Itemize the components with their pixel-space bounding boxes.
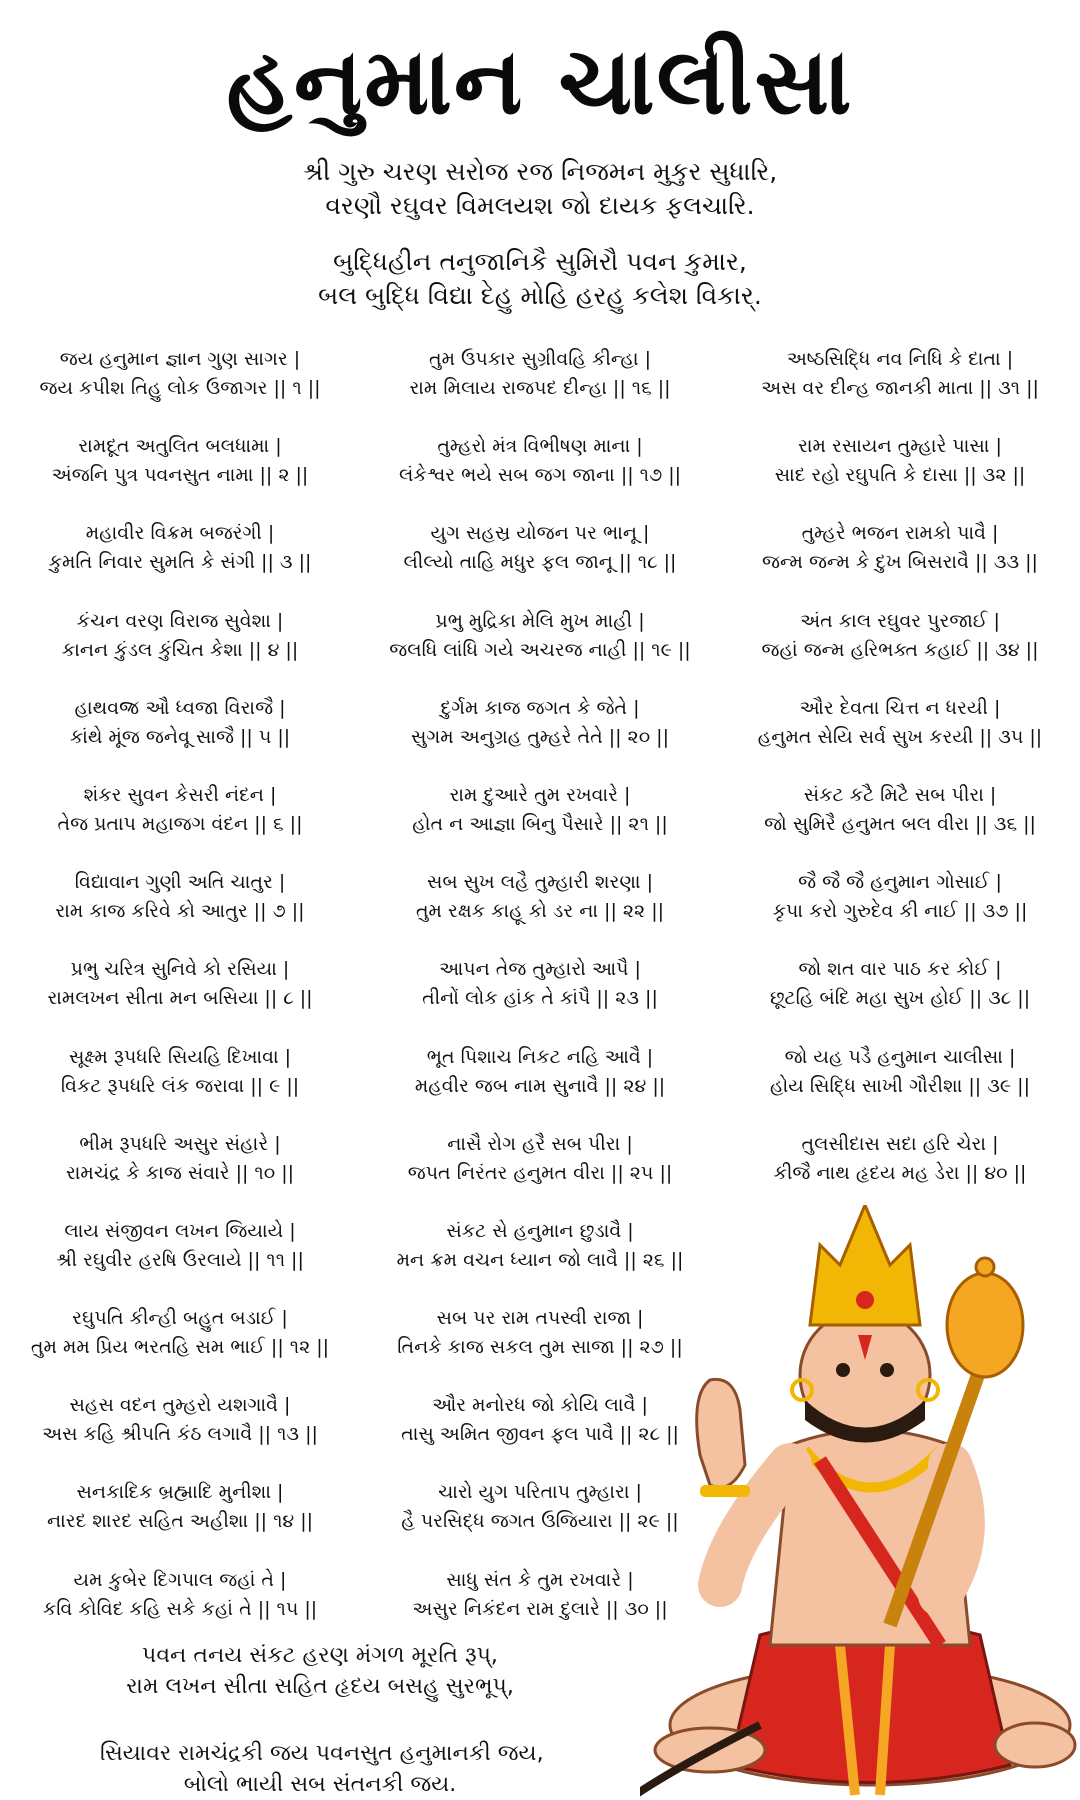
verse-line-1: શંકર સુવન કેસરી નંદન |: [83, 783, 277, 806]
verse-line-2: રામલખન સીતા મન બસિયા || ૮ ||: [47, 987, 313, 1010]
page-title: હનુમાન ચાલીસા: [226, 28, 854, 135]
verse-line-2: વિકટ રૂપધરિ લંક જરાવા || ૯ ||: [60, 1074, 300, 1097]
chaupai-verse: [0, 868, 360, 955]
verse-line-2: લંકેશ્વર ભયે સબ જગ જાના || ૧૭ ||: [398, 464, 682, 487]
jaikara: [100, 1738, 544, 1800]
chaupai-verse: [720, 432, 1080, 519]
chaupai-verse: [360, 345, 720, 432]
verse-line-1: જૈ જૈ જૈ હનુમાન ગોસાઈ |: [798, 871, 1002, 894]
chaupai-verse: [0, 1043, 360, 1130]
chaupai-verse: [0, 955, 360, 1042]
jaikara-line-1: સિયાવર રામચંદ્રકી જય પવનસુત હનુમાનકી જય,: [100, 1741, 544, 1766]
verse-line-2: અસ વર દીન્હ જાનકી માતા || ૩૧ ||: [761, 377, 1039, 399]
verse-line-2: રામ મિલાય રાજપદ દીન્હા || ૧૬ ||: [409, 377, 671, 399]
mace-head: [947, 1273, 1023, 1377]
chaupai-verse: [0, 519, 360, 606]
chaupai-verse: [0, 694, 360, 781]
verse-line-1: અષ્ઠસિદ્ધિ નવ નિધિ કે દાતા |: [786, 348, 1014, 370]
right-eye: [880, 1363, 894, 1377]
left-eye: [836, 1363, 850, 1377]
verse-line-1: પ્રભુ મુદ્રિકા મેલિ મુખ માહી |: [435, 609, 645, 632]
verse-line-2: કીજૈ નાથ હૃદય મહ ડેરા || ૪૦ ||: [773, 1161, 1027, 1184]
chaupai-verse: [360, 868, 720, 955]
verse-line-1: સબ સુખ લહૈ તુમ્હારી શરણા |: [426, 871, 653, 894]
chaupai-verse: [360, 955, 720, 1042]
verse-line-1: યુગ સહસ્ર યોજન પર ભાનૂ |: [430, 522, 650, 545]
verse-line-2: હનુમત સેયિ સર્વ સુખ કરયી || ૩૫ ||: [757, 725, 1043, 748]
verse-line-2: કવિ કોવિદ કહિ સકે કહાં તે || ૧૫ ||: [42, 1597, 318, 1620]
intro-doha-1: [0, 155, 1080, 223]
chaupai-verse: [720, 868, 1080, 955]
verse-line-2: હોત ન આજ્ઞા બિનુ પૈસારે || ૨૧ ||: [412, 812, 668, 835]
verse-line-2: અસુર નિકંદન રામ દુલારે || ૩૦ ||: [412, 1597, 668, 1620]
verse-line-2: છૂટહિ બંદિ મહા સુખ હોઈ || ૩૮ ||: [769, 987, 1031, 1010]
chaupai-verse: [720, 1130, 1080, 1217]
verse-line-1: જય હનુમાન જ્ઞાન ગુણ સાગર |: [59, 348, 301, 370]
verse-line-1: રઘુપતિ કીન્હી બહુત બડાઈ |: [72, 1307, 288, 1330]
chaupai-verse: [0, 432, 360, 519]
closing-doha: [100, 1640, 540, 1702]
chaupai-verse: [360, 607, 720, 694]
verse-line-2: મન ક્રમ વચન ધ્યાન જો લાવૈ || ૨૬ ||: [396, 1248, 684, 1271]
intro-doha-1-line-1: શ્રી ગુરુ ચરણ સરોજ રજ નિજમન મુકુર સુધારિ,: [302, 157, 778, 186]
chaupai-verse: [720, 607, 1080, 694]
chaupai-verse: [0, 781, 360, 868]
intro-doha-1-line-2: વરણૌ રઘુવર વિમલયશ જો દાયક ફલચારિ.: [325, 191, 755, 220]
verse-line-1: ભૂત પિશાચ નિકટ નહિ આવૈ |: [426, 1045, 654, 1068]
verse-line-1: રામ દુઆરે તુમ રખવારે |: [449, 783, 631, 806]
verse-line-2: કૃપા કરો ગુરુદેવ કી નાઈ || ૩૭ ||: [772, 900, 1028, 923]
verse-line-1: દુર્ગમ કાજ જગત કે જેતે |: [440, 696, 640, 719]
verse-line-1: તુમ ઉપકાર સુગ્રીવહિ કીન્હા |: [428, 348, 652, 370]
verse-line-2: કાનન કુંડલ કુંચિત કેશા || ૪ ||: [61, 638, 299, 661]
verse-line-1: સંકટ સે હનુમાન છુડાવૈ |: [446, 1219, 634, 1242]
verse-line-2: અસ કહિ શ્રીપતિ કંઠ લગાવૈ || ૧૩ ||: [42, 1423, 318, 1446]
verse-line-2: હોય સિદ્ધિ સાખી ગૌરીશા || ૩૯ ||: [770, 1074, 1030, 1097]
verse-line-1: તુમ્હરો મંત્ર વિભીષણ માના |: [437, 435, 643, 458]
verse-line-1: લાય સંજીવન લખન જિયાયે |: [64, 1219, 296, 1242]
verse-line-1: પ્રભુ ચરિત્ર સુનિવે કો રસિયા |: [70, 958, 290, 981]
chaupai-verse: [360, 1130, 720, 1217]
chaupai-verse: [0, 1478, 360, 1565]
intro-doha-2-line-2: બલ બુદ્ધિ વિદ્યા દેહુ મોહિ હરહુ કલેશ વિકાર્.: [318, 281, 762, 310]
verse-line-1: આપન તેજ તુમ્હારો આપૈ |: [439, 958, 641, 981]
verse-line-2: જય કપીશ તિહુ લોક ઉજાગર || ૧ ||: [39, 377, 321, 399]
wrist-band: [700, 1485, 750, 1497]
verse-line-2: જપત નિરંતર હનુમત વીરા || ૨૫ ||: [407, 1161, 673, 1184]
verse-line-2: કાંથે મૂંજ જનેવૂ સાજૈ || ૫ ||: [69, 725, 291, 748]
verse-line-2: તેજ પ્રતાપ મહાજગ વંદન || ૬ ||: [57, 812, 303, 835]
verse-line-2: નારદ શારદ સહિત અહીશા || ૧૪ ||: [46, 1510, 314, 1533]
verse-line-1: સહસ વદન તુમ્હરો યશગાવૈ |: [69, 1394, 291, 1417]
verse-line-2: રામચંદ્ર કે કાજ સંવારે || ૧૦ ||: [65, 1161, 295, 1184]
verse-line-1: સાધુ સંત કે તુમ રખવારે |: [446, 1568, 634, 1591]
verse-line-1: સંકટ કટૈ મિટૈ સબ પીરા |: [803, 783, 997, 806]
closing-doha-line-2: રામ લખન સીતા સહિત હૃદય બસહુ સુરભૂપ્,: [126, 1674, 514, 1699]
intro-doha-2: [0, 245, 1080, 313]
intro-doha-2-line-1: બુદ્ધિહીન તનુજાનિકૈ સુમિરૌ પવન કુમાર,: [333, 247, 747, 276]
chaupai-verse: [360, 694, 720, 781]
verse-line-2: રામ કાજ કરિવે કો આતુર || ૭ ||: [55, 900, 305, 923]
hanuman-illustration: [640, 1205, 1080, 1800]
verse-line-2: શ્રી રઘુવીર હરષિ ઉરલાયે || ૧૧ ||: [56, 1248, 304, 1271]
verse-line-1: અંત કાલ રઘુવર પુરજાઈ |: [800, 609, 1000, 632]
verse-line-2: તુમ રક્ષક કાહૂ કો ડર ના || ૨૨ ||: [415, 900, 665, 923]
verse-column-left: [0, 345, 360, 1653]
right-foot: [995, 1723, 1075, 1767]
chaupai-verse: [0, 1391, 360, 1478]
verse-line-1: તુલસીદાસ સદા હરિ ચેરા |: [801, 1132, 999, 1155]
verse-line-1: સનકાદિક બ્રહ્માદિ મુનીશા |: [76, 1481, 284, 1504]
verse-line-1: રામ રસાયન તુમ્હારે પાસા |: [798, 435, 1002, 458]
chaupai-verse: [0, 1130, 360, 1217]
verse-line-1: ચારો યુગ પરિતાપ તુમ્હારા |: [438, 1481, 642, 1504]
chaupai-verse: [360, 1043, 720, 1130]
verse-line-2: જો સુમિરૈ હનુમત બલ વીરા || ૩૬ ||: [764, 812, 1036, 835]
verse-line-1: કંચન વરણ વિરાજ સુવેશા |: [76, 609, 284, 632]
chaupai-verse: [0, 1304, 360, 1391]
chaupai-verse: [720, 345, 1080, 432]
verse-line-1: યમ કુબેર દિગપાલ જહાં તે |: [73, 1568, 287, 1591]
verse-line-2: અંજનિ પુત્ર પવનસુત નામા || ૨ ||: [51, 464, 309, 487]
verse-line-2: તિનકે કાજ સકલ તુમ સાજા || ૨૭ ||: [397, 1336, 683, 1359]
chaupai-verse: [720, 1043, 1080, 1130]
chaupai-verse: [0, 607, 360, 694]
verse-line-2: સુગમ અનુગ્રહ તુમ્હરે તેતે || ૨૦ ||: [411, 725, 669, 748]
chaupai-verse: [360, 781, 720, 868]
chaupai-verse: [720, 781, 1080, 868]
verse-line-2: જલધિ લાંધિ ગયે અચરજ નાહી || ૧૯ ||: [389, 638, 691, 661]
chaupai-verse: [360, 519, 720, 606]
verse-line-1: વિદ્યાવાન ગુણી અતિ ચાતુર |: [74, 871, 286, 894]
verse-line-2: તુમ મમ પ્રિય ભરતહિ સમ ભાઈ || ૧૨ ||: [30, 1336, 330, 1359]
verse-line-1: હાથવજ્ર ઔ ધ્વજા વિરાજૈ |: [74, 696, 286, 719]
verse-line-1: જો યહ પડૈ હનુમાન ચાલીસા |: [784, 1045, 1016, 1068]
verse-line-2: સાદ રહો રઘુપતિ કે દાસા || ૩૨ ||: [774, 464, 1026, 487]
verse-line-1: ઔર મનોરધ જો કોયિ લાવૈ |: [432, 1394, 648, 1417]
verse-line-2: જન્મ જન્મ કે દુખ બિસરાવૈ || ૩૩ ||: [762, 551, 1038, 574]
chaupai-verse: [720, 694, 1080, 781]
verse-column-right: [720, 345, 1080, 1217]
verse-line-1: તુમ્હરે ભજન રામકો પાવૈ |: [801, 522, 999, 545]
verse-line-2: મહવીર જબ નામ સુનાવૈ || ૨૪ ||: [414, 1074, 666, 1097]
chaupai-verse: [0, 345, 360, 432]
verse-line-2: લીલ્યો તાહિ મધુર ફલ જાનૂ || ૧૮ ||: [403, 551, 677, 574]
chaupai-verse: [360, 432, 720, 519]
mace-tip: [976, 1258, 994, 1276]
verse-line-1: સૂક્ષ્મ રૂપધરિ સિયહિ દિખાવા |: [68, 1045, 292, 1068]
verse-line-1: સબ પર રામ તપસ્વી રાજા |: [436, 1307, 644, 1330]
verse-line-2: કુમતિ નિવાર સુમતિ કે સંગી || ૩ ||: [48, 551, 312, 574]
verse-line-1: નાસૈ રોગ હરૈ સબ પીરા |: [447, 1132, 633, 1155]
crown-jewel: [856, 1291, 874, 1309]
jaikara-line-2: બોલો ભાયી સબ સંતનકી જય.: [183, 1772, 457, 1797]
chaupai-verse: [0, 1217, 360, 1304]
verse-line-1: જો શત વાર પાઠ કર કોઈ |: [798, 958, 1002, 981]
verse-line-1: ઔર દેવતા ચિત્ત ન ધરયી |: [799, 696, 1001, 719]
chaupai-verse: [720, 955, 1080, 1042]
verse-line-1: રામદૂત અતુલિત બલધામા |: [78, 435, 282, 458]
verse-line-2: તાસુ અમિત જીવન ફલ પાવૈ || ૨૮ ||: [401, 1423, 679, 1446]
chaupai-verse: [720, 519, 1080, 606]
verse-line-2: તીનોં લોક હાંક તે કાંપૈ || ૨૩ ||: [422, 987, 658, 1010]
verse-line-1: મહાવીર વિક્રમ બજરંગી |: [85, 522, 275, 545]
verse-line-2: હૈ પરસિદ્ધ જગત ઉજિયારા || ૨૯ ||: [401, 1510, 679, 1533]
blessing-hand: [697, 1379, 745, 1487]
verse-line-2: જહાં જન્મ હરિભક્ત કહાઈ || ૩૪ ||: [761, 638, 1039, 661]
closing-doha-line-1: પવન તનય સંકટ હરણ મંગળ મૂરતિ રૂપ્,: [142, 1643, 498, 1668]
verse-line-1: ભીમ રૂપધરિ અસુર સંહારે |: [79, 1132, 281, 1155]
